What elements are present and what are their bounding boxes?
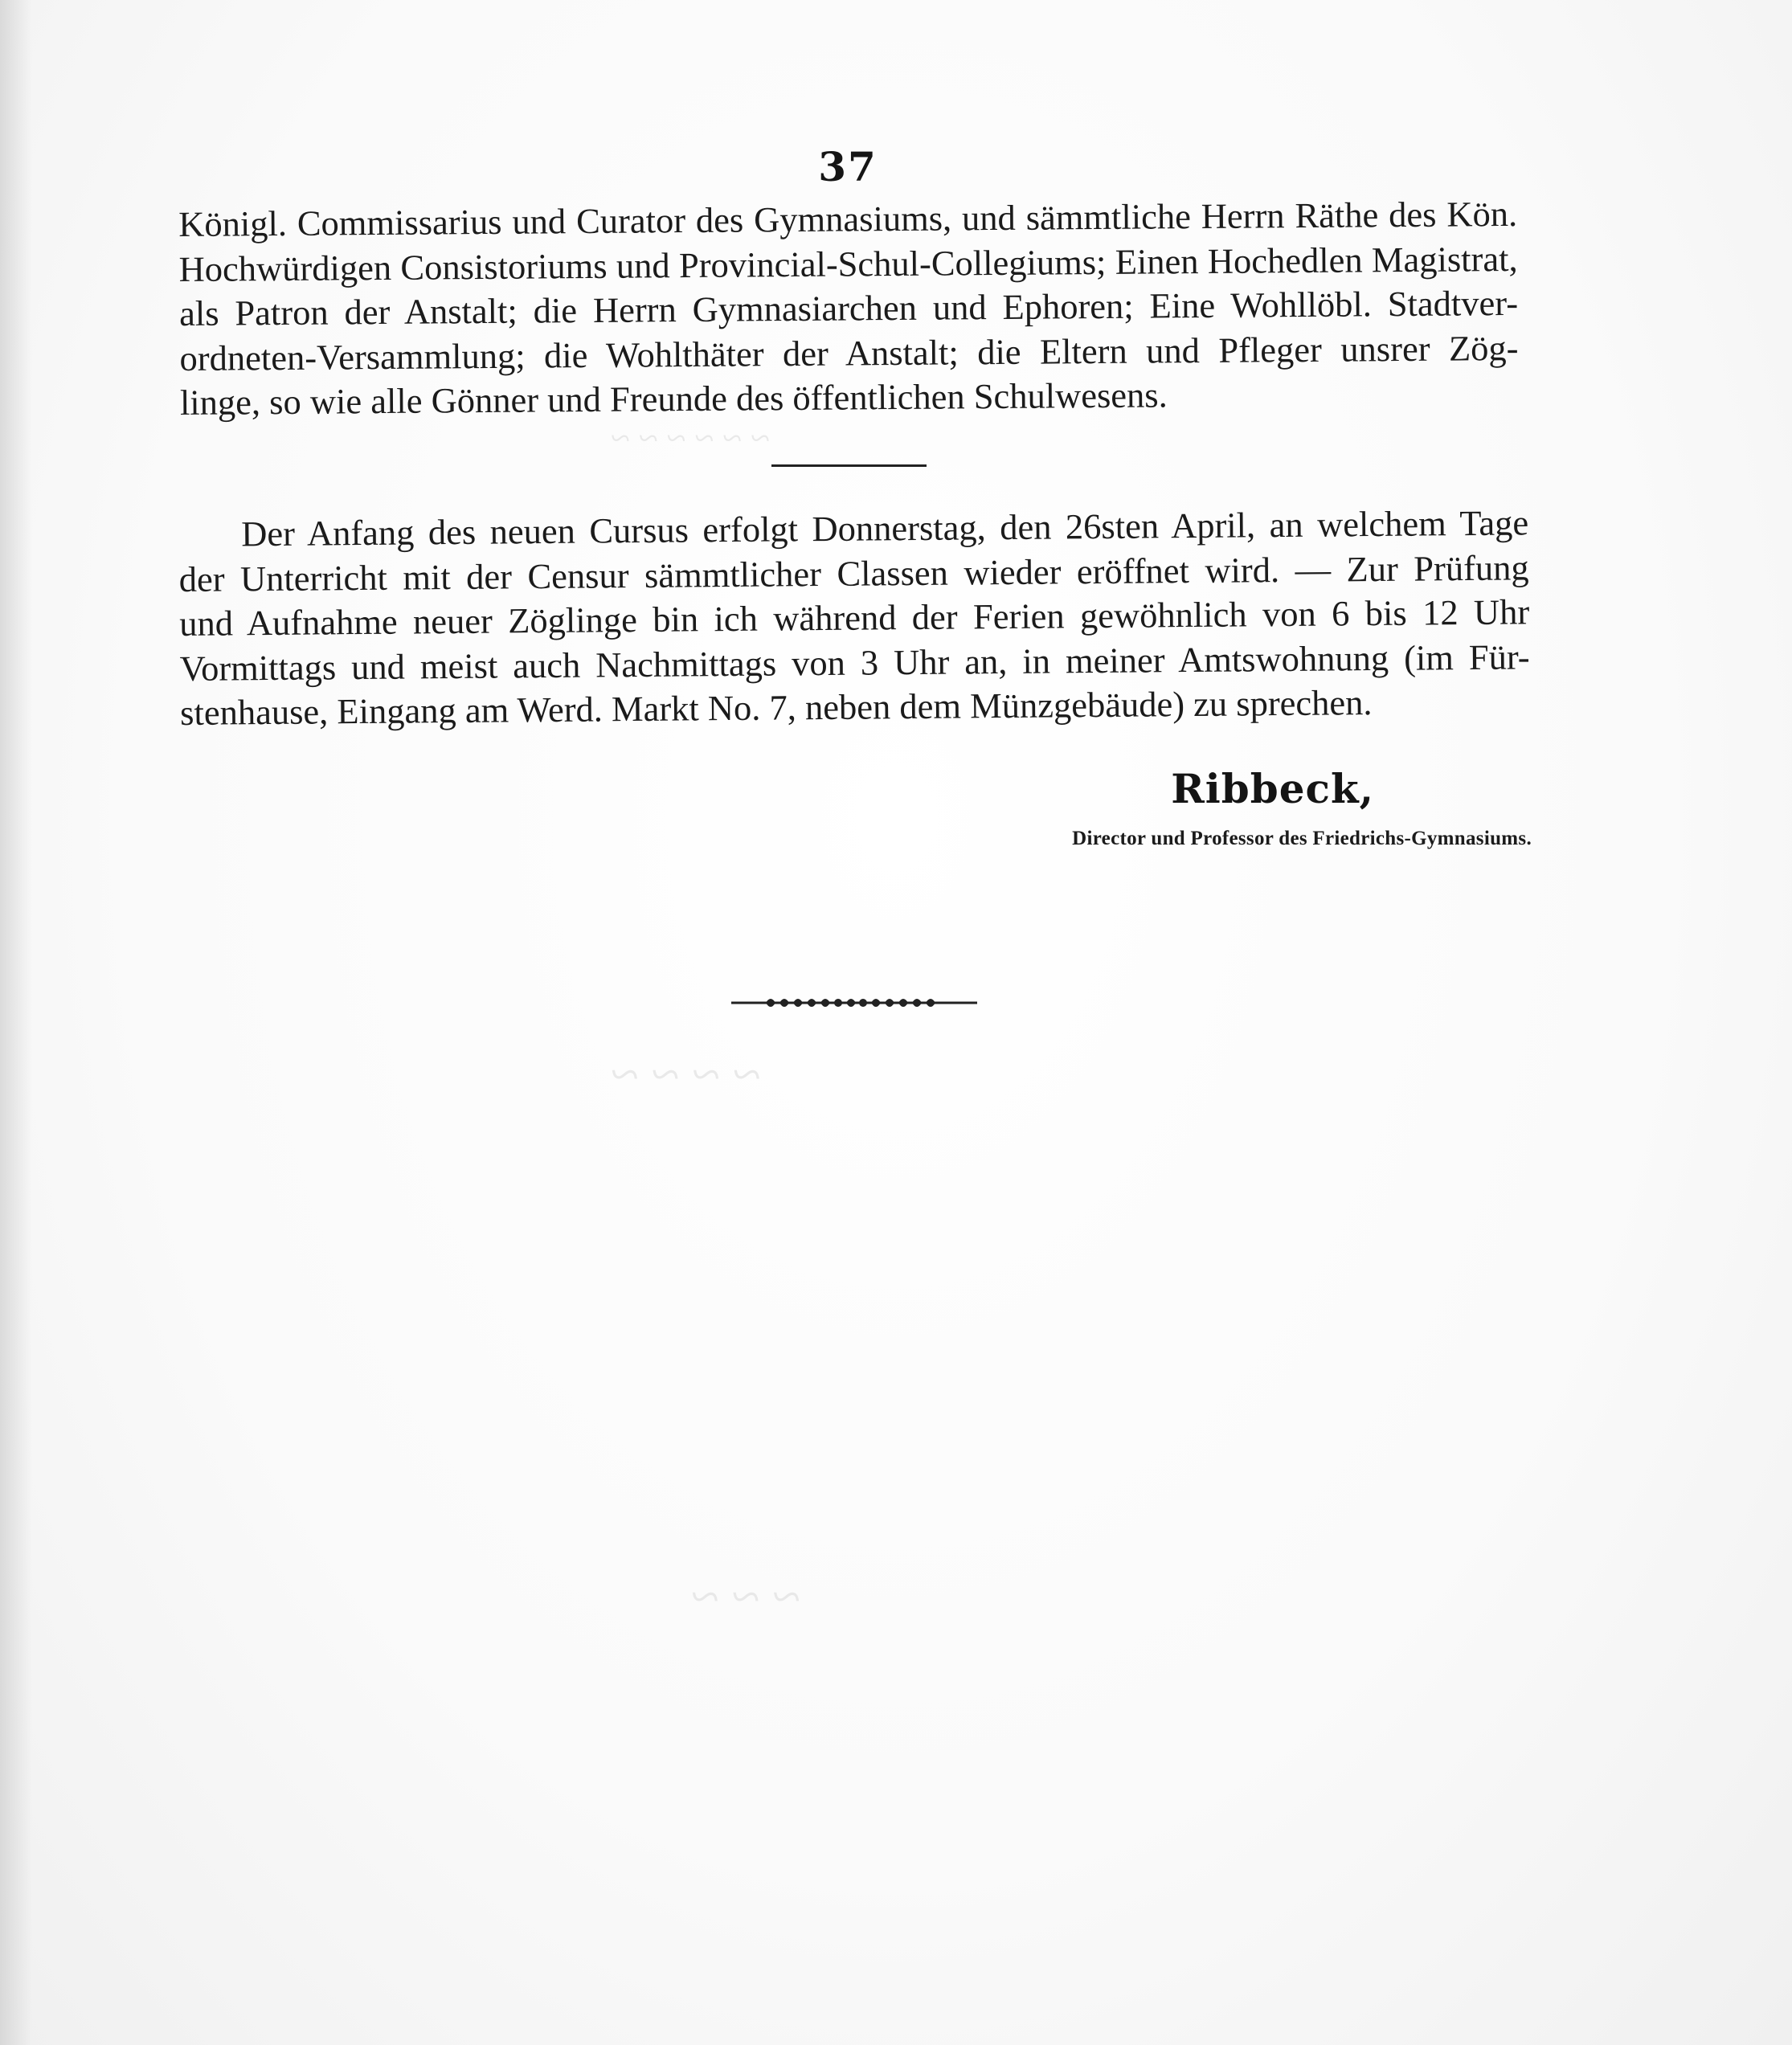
signature-name: Ribbeck,: [1171, 765, 1374, 812]
paragraph-line: stenhause, Eingang am Werd. Markt No. 7, neben dem Münzgebäude) zu sprechen.: [179, 682, 1373, 733]
paragraph-line: Königl. Commissarius und Curator des Gymnasiums, und sämmtliche Herrn Räthe des Kön.: [178, 193, 1518, 244]
paragraph-line: und Aufnahme neuer Zöglinge bin ich während der Ferien gewöhnlich von 6 bis 12 Uhr: [178, 591, 1530, 644]
paragraph-line: ordneten-Versammlung; die Wohlthäter der Anstalt; die Eltern und Pfleger unsrer Zög-: [179, 327, 1519, 378]
page-number: 37: [818, 143, 878, 190]
page-shadow-edge: [0, 0, 32, 2045]
paragraph-line: linge, so wie alle Gönner und Freunde des öffentlichen Schulwesens.: [179, 374, 1168, 423]
section-divider: [771, 464, 927, 467]
bleed-through-decoration: ~ ~ ~: [691, 1568, 800, 1625]
paragraph-line: Hochwürdigen Consistoriums und Provincial-Schul-Collegiums; Einen Hochedlen Magistrat,: [178, 238, 1518, 289]
paragraph-line: Der Anfang des neuen Cursus erfolgt Donnerstag, den 26sten April, an welchem Tage: [241, 502, 1529, 554]
bleed-through-decoration: ~ ~ ~ ~ ~ ~: [611, 419, 770, 458]
paragraph-course-start: [178, 501, 1530, 735]
paragraph-line: der Unterricht mit der Censur sämmtlicher Classen wieder eröffnet wird. — Zur Prüfung: [178, 546, 1529, 599]
paragraph-addressees: [178, 192, 1519, 426]
paragraph-line: Vormittags und meist auch Nachmittags von 3 Uhr an, in meiner Amtswohnung (im Für-: [179, 636, 1530, 689]
signature-title: Director und Professor des Friedrichs-Gymnasiums.: [1072, 828, 1532, 849]
bleed-through-decoration: ~ ~ ~ ~: [611, 1045, 761, 1102]
ornament-divider-icon: [730, 990, 979, 1016]
paragraph-line: als Patron der Anstalt; die Herrn Gymnasiarchen und Ephoren; Eine Wohllöbl. Stadtver-: [178, 282, 1519, 333]
